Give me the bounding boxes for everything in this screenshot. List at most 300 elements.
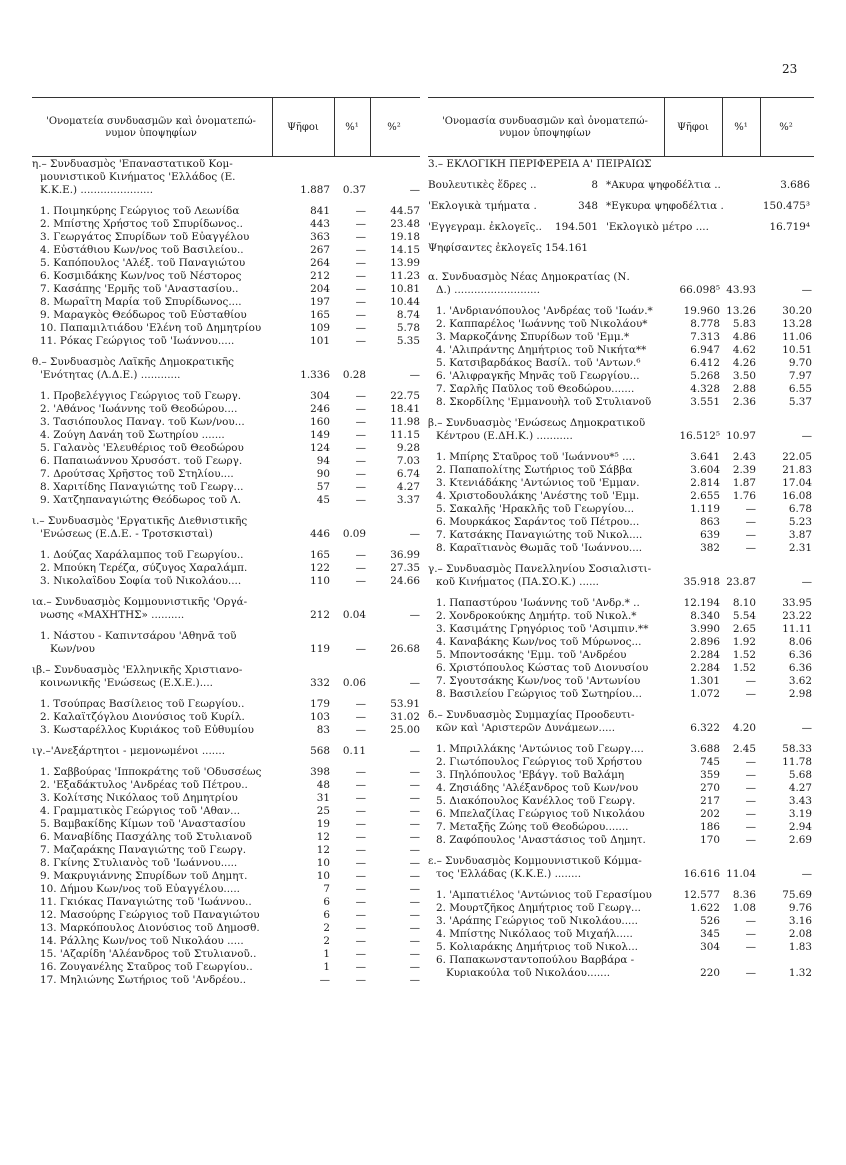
party-heading-row xyxy=(32,528,422,541)
candidate-percent-total: — xyxy=(745,675,756,687)
candidate-votes: 45 xyxy=(316,494,330,506)
candidate-percent-party: 75.69 xyxy=(782,889,812,901)
candidate-percent-party: 2.69 xyxy=(788,834,812,846)
row-spacer xyxy=(428,263,816,271)
candidate-votes: 345 xyxy=(700,928,720,940)
candidate-percent-total: 3.50 xyxy=(732,370,756,382)
row-spacer xyxy=(32,507,422,515)
candidate-votes: 2.284 xyxy=(690,649,720,661)
candidate-votes: 19.960 xyxy=(683,305,720,317)
candidate-name: 1. 'Ανδριανόπουλος 'Ανδρέας τοῦ 'Ιωάν.* xyxy=(436,305,653,317)
stat-line: Ψηφίσαντες ἐκλογεῖς 154.161 xyxy=(428,242,589,254)
candidate-percent-party: 7.97 xyxy=(788,370,812,382)
candidate-name: 10. Δήμου Κων/νος τοῦ Εὐαγγέλου..... xyxy=(40,883,240,895)
candidate-percent-total: — xyxy=(355,857,366,869)
party-name: τος 'Ελλάδας (Κ.Κ.Ε.) ........ xyxy=(436,868,582,880)
party-votes: 16.512⁵ xyxy=(679,430,720,442)
candidate-votes: 94 xyxy=(316,455,330,467)
candidate-percent-party: 8.06 xyxy=(788,636,812,648)
party-name: β.– Συνδυασμὸς 'Ενώσεως Δημοκρατικοῦ xyxy=(428,417,646,429)
candidate-percent-party: 1.32 xyxy=(788,967,812,979)
candidate-percent-total: — xyxy=(355,896,366,908)
candidate-percent-total: — xyxy=(745,928,756,940)
candidate-row xyxy=(428,464,816,477)
candidate-votes: 246 xyxy=(310,403,330,415)
candidate-percent-party: 44.57 xyxy=(390,205,420,217)
party-seat-percent: — xyxy=(409,677,420,689)
candidate-votes: 212 xyxy=(310,270,330,282)
party-votes: 6.322 xyxy=(690,722,720,734)
candidate-row xyxy=(32,231,422,244)
party-percent: 23.87 xyxy=(726,576,756,588)
candidate-percent-total: — xyxy=(355,549,366,561)
stat-value: 3.686 xyxy=(780,179,810,191)
row-spacer xyxy=(32,622,422,630)
candidate-name: 3. Κολίτσης Νικόλαος τοῦ Δημητρίου xyxy=(40,792,238,804)
row-spacer xyxy=(32,197,422,205)
candidate-percent-total: — xyxy=(745,688,756,700)
stat-label: *Ακυρα ψηφοδέλτια .. xyxy=(606,179,721,191)
candidate-votes: 48 xyxy=(316,779,330,791)
candidate-row xyxy=(428,477,816,490)
candidate-percent-party: 3.19 xyxy=(788,808,812,820)
candidate-row xyxy=(428,370,816,383)
candidate-percent-total: — xyxy=(355,562,366,574)
candidate-votes: 6 xyxy=(323,909,330,921)
candidate-percent-party: — xyxy=(409,805,420,817)
candidate-name: 6. Παπαιωάννου Χρυσόστ. τοῦ Γεωργ. xyxy=(40,455,243,467)
party-heading-row xyxy=(428,722,816,735)
candidate-percent-total: — xyxy=(745,915,756,927)
party-heading-row xyxy=(428,417,816,430)
district-stat-row xyxy=(428,242,816,255)
candidate-votes: 160 xyxy=(310,416,330,428)
candidate-name: 4. Γραμματικὸς Γεώργιος τοῦ 'Αθαν... xyxy=(40,805,241,817)
party-heading-row xyxy=(428,430,816,443)
candidate-percent-total: — xyxy=(355,935,366,947)
candidate-percent-party: 31.02 xyxy=(390,711,420,723)
candidate-percent-total: — xyxy=(355,442,366,454)
candidate-percent-party: 21.83 xyxy=(782,464,812,476)
candidate-row xyxy=(428,889,816,902)
candidate-row xyxy=(32,766,422,779)
candidate-percent-party: 10.51 xyxy=(782,344,812,356)
candidate-votes: 270 xyxy=(700,782,720,794)
candidate-name: 4. Μπίστης Νικόλαος τοῦ Μιχαήλ..... xyxy=(436,928,633,940)
candidate-votes: 12 xyxy=(316,844,330,856)
candidate-votes: 443 xyxy=(310,218,330,230)
party-name: α. Συνδυασμὸς Νέας Δημοκρατίας (Ν. xyxy=(428,271,630,283)
candidate-percent-total: 1.76 xyxy=(732,490,756,502)
party-votes: 568 xyxy=(310,745,330,757)
candidate-percent-party: — xyxy=(409,922,420,934)
candidate-percent-total: — xyxy=(355,455,366,467)
candidate-votes: 186 xyxy=(700,821,720,833)
candidate-name: 4. Εὐστάθιου Κων/νος τοῦ Βασιλείου.. xyxy=(40,244,244,256)
row-spacer xyxy=(428,192,816,200)
candidate-percent-party: 3.62 xyxy=(788,675,812,687)
candidate-name: 6. Κοσμιδάκης Κων/νος τοῦ Νέστορος xyxy=(40,270,242,282)
candidate-percent-party: 9.28 xyxy=(396,442,420,454)
party-name: κοῦ Κινήματος (ΠΑ.ΣΟ.Κ.) ...... xyxy=(436,576,599,588)
candidate-percent-total: — xyxy=(355,231,366,243)
candidate-row xyxy=(32,455,422,468)
party-heading-row xyxy=(32,158,422,171)
candidate-row xyxy=(32,416,422,429)
candidate-votes: 6.412 xyxy=(690,357,720,369)
candidate-percent-party: — xyxy=(409,870,420,882)
stat-value: 16.719⁴ xyxy=(769,221,810,233)
candidate-percent-total: — xyxy=(355,244,366,256)
party-votes: 66.098⁵ xyxy=(679,284,720,296)
stat-value: 348 xyxy=(578,200,598,212)
right-results-column xyxy=(428,158,816,980)
candidate-row xyxy=(428,490,816,503)
right-header-pct1: %¹ xyxy=(734,122,748,133)
candidate-percent-total: — xyxy=(355,270,366,282)
candidate-percent-party: 30.20 xyxy=(782,305,812,317)
candidate-name: 8. Ζαφόπουλος 'Αναστάσιος τοῦ Δημητ. xyxy=(436,834,646,846)
candidate-percent-total: — xyxy=(355,416,366,428)
candidate-percent-party: 27.35 xyxy=(390,562,420,574)
candidate-votes: 103 xyxy=(310,711,330,723)
candidate-row xyxy=(428,649,816,662)
candidate-name: 2. Χονδροκούκης Δημήτρ. τοῦ Νικολ.* xyxy=(436,610,637,622)
party-percent: 0.04 xyxy=(342,609,366,621)
candidate-name: 4. Ζησιάδης 'Αλέξανδρος τοῦ Κων/νου xyxy=(436,782,639,794)
party-heading-row xyxy=(428,709,816,722)
candidate-row xyxy=(32,481,422,494)
candidate-name: 15. 'Αζαρίδη 'Αλέανδρος τοῦ Στυλιανοῦ.. xyxy=(40,948,257,960)
candidate-votes: 119 xyxy=(310,643,330,655)
party-percent: 0.09 xyxy=(342,528,366,540)
district-stat-row xyxy=(428,221,816,234)
candidate-row xyxy=(32,283,422,296)
candidate-name: 7. Σγουτσάκης Κων/νος τοῦ 'Αντωνίου xyxy=(436,675,641,687)
candidate-row xyxy=(32,724,422,737)
candidate-name: 4. Ζούγη Δανάη τοῦ Σωτηρίου ....... xyxy=(40,429,225,441)
candidate-votes: 304 xyxy=(310,390,330,402)
candidate-row xyxy=(428,305,816,318)
candidate-name: 3. 'Αράπης Γεώργιος τοῦ Νικολάου..... xyxy=(436,915,638,927)
party-heading-row xyxy=(32,515,422,528)
candidate-percent-party: 6.36 xyxy=(788,662,812,674)
candidate-row xyxy=(428,954,816,967)
candidate-row xyxy=(32,218,422,231)
candidate-votes: 202 xyxy=(700,808,720,820)
candidate-votes: 10 xyxy=(316,857,330,869)
candidate-row xyxy=(32,335,422,348)
candidate-row xyxy=(32,896,422,909)
candidate-percent-party: 24.66 xyxy=(390,575,420,587)
party-heading-row xyxy=(32,745,422,758)
candidate-name: 6. Παπακωνσταντοπούλου Βαρβάρα - xyxy=(436,954,635,966)
row-spacer xyxy=(428,297,816,305)
row-spacer xyxy=(32,737,422,745)
party-seat-percent: — xyxy=(409,528,420,540)
candidate-percent-total: — xyxy=(745,756,756,768)
row-spacer xyxy=(428,443,816,451)
candidate-percent-total: — xyxy=(355,805,366,817)
candidate-name: 3. Κτενιάδάκης 'Αντώνιος τοῦ 'Εμμαν. xyxy=(436,477,640,489)
candidate-percent-party: 5.37 xyxy=(788,396,812,408)
party-votes: 35.918 xyxy=(683,576,720,588)
candidate-percent-total: — xyxy=(745,808,756,820)
candidate-percent-party: 13.28 xyxy=(782,318,812,330)
party-seat-percent: — xyxy=(801,868,812,880)
candidate-row xyxy=(428,902,816,915)
candidate-name: 9. Χατζηπαναγιώτης Θεόδωρος τοῦ Λ. xyxy=(40,494,242,506)
candidate-percent-total: — xyxy=(745,782,756,794)
stat-label: Βουλευτικὲς ἕδρες .. xyxy=(428,179,537,191)
row-spacer xyxy=(32,690,422,698)
candidate-name: 11. Ρόκας Γεώργιος τοῦ 'Ιωάννου..... xyxy=(40,335,235,347)
party-heading-row xyxy=(428,271,816,284)
candidate-percent-party: 8.74 xyxy=(396,309,420,321)
candidate-percent-party: 6.78 xyxy=(788,503,812,515)
candidate-percent-total: — xyxy=(745,769,756,781)
candidate-percent-party: 2.31 xyxy=(788,542,812,554)
candidate-percent-total: — xyxy=(355,643,366,655)
candidate-row xyxy=(428,623,816,636)
header-bottom-rule-left xyxy=(32,156,420,157)
candidate-votes: 197 xyxy=(310,296,330,308)
candidate-votes: 12 xyxy=(316,831,330,843)
candidate-row xyxy=(428,636,816,649)
candidate-percent-total: 4.26 xyxy=(732,357,756,369)
right-header-votes: Ψῆφοι xyxy=(677,122,709,133)
candidate-percent-total: — xyxy=(355,335,366,347)
candidate-name: 14. Ράλλης Κων/νος τοῦ Νικολάου ..... xyxy=(40,935,244,947)
candidate-name: 1. Μπίρης Σταῦρος τοῦ 'Ιωάννου*⁵ .... xyxy=(436,451,636,463)
party-heading-row xyxy=(32,171,422,184)
candidate-votes: 217 xyxy=(700,795,720,807)
candidate-percent-total: — xyxy=(355,481,366,493)
party-name: 'Ενώσεως (Ε.Δ.Ε. - Τροτσκισταὶ) xyxy=(40,528,213,540)
candidate-votes: 57 xyxy=(316,481,330,493)
candidate-row xyxy=(32,390,422,403)
candidate-percent-party: — xyxy=(409,844,420,856)
candidate-percent-party: 6.36 xyxy=(788,649,812,661)
candidate-votes: 179 xyxy=(310,698,330,710)
candidate-percent-party: 11.98 xyxy=(390,416,420,428)
candidate-votes: 83 xyxy=(316,724,330,736)
candidate-name: 2. Μπίστης Χρήστος τοῦ Σπυρίδωνος.. xyxy=(40,218,243,230)
candidate-votes: 745 xyxy=(700,756,720,768)
header-bottom-rule-right xyxy=(428,156,814,157)
header-top-rule-right xyxy=(428,97,814,98)
candidate-votes: 1.622 xyxy=(690,902,720,914)
candidate-percent-party: 2.08 xyxy=(788,928,812,940)
party-heading-row xyxy=(428,868,816,881)
candidate-percent-party: 23.48 xyxy=(390,218,420,230)
candidate-name: 1. Τσούπρας Βασίλειος τοῦ Γεωργίου.. xyxy=(40,698,245,710)
candidate-votes: 3.688 xyxy=(690,743,720,755)
candidate-percent-total: — xyxy=(355,283,366,295)
district-title: 3.– ΕΚΛΟΓΙΚΗ ΠΕΡΙΦΕΡΕΙΑ Α' ΠΕΙΡΑΙΩΣ xyxy=(428,158,652,170)
candidate-row xyxy=(32,575,422,588)
candidate-votes: 149 xyxy=(310,429,330,441)
candidate-percent-party: 22.05 xyxy=(782,451,812,463)
candidate-percent-total: 13.26 xyxy=(726,305,756,317)
candidate-percent-total: 4.62 xyxy=(732,344,756,356)
candidate-votes: 6 xyxy=(323,896,330,908)
left-header-pct1: %¹ xyxy=(345,122,359,133)
candidate-row xyxy=(428,344,816,357)
candidate-row xyxy=(32,244,422,257)
candidate-votes: 264 xyxy=(310,257,330,269)
candidate-name: 8. Σκορδίλης 'Εμμανουὴλ τοῦ Στυλιανοῦ xyxy=(436,396,652,408)
party-percent: 0.37 xyxy=(342,184,366,196)
candidate-percent-party: — xyxy=(409,818,420,830)
candidate-votes: 19 xyxy=(316,818,330,830)
candidate-percent-total: — xyxy=(355,698,366,710)
row-spacer xyxy=(428,701,816,709)
candidate-percent-party: 5.23 xyxy=(788,516,812,528)
candidate-percent-party: — xyxy=(409,831,420,843)
party-percent: 10.97 xyxy=(726,430,756,442)
candidate-votes: — xyxy=(319,974,330,986)
party-name: 'Ενότητας (Λ.Δ.Ε.) ............ xyxy=(40,369,181,381)
party-heading-row xyxy=(428,284,816,297)
candidate-name: 1. 'Αμπατιέλος 'Αντώνιος τοῦ Γερασίμου xyxy=(436,889,652,901)
candidate-percent-total: — xyxy=(355,711,366,723)
party-name: ε.– Συνδυασμὸς Κομμουνιστικοῦ Κόμμα- xyxy=(428,855,642,867)
page-number: 23 xyxy=(782,62,798,76)
candidate-percent-total: 4.86 xyxy=(732,331,756,343)
candidate-percent-party: 6.55 xyxy=(788,383,812,395)
candidate-percent-party: — xyxy=(409,909,420,921)
party-heading-row xyxy=(32,664,422,677)
candidate-percent-total: — xyxy=(745,941,756,953)
row-spacer xyxy=(428,881,816,889)
party-percent: 11.04 xyxy=(726,868,756,880)
candidate-row xyxy=(32,698,422,711)
candidate-name: 13. Μαρκόπουλος Διονύσιος τοῦ Δημοσθ. xyxy=(40,922,260,934)
candidate-votes: 2 xyxy=(323,935,330,947)
party-heading-row xyxy=(32,184,422,197)
stat-label: 'Εγγεγραμ. ἐκλογεῖς.. xyxy=(428,221,542,233)
left-header-name xyxy=(32,116,270,140)
candidate-name: 8. Βασιλείου Γεώργιος τοῦ Σωτηρίου... xyxy=(436,688,642,700)
candidate-row xyxy=(428,451,816,464)
candidate-percent-total: — xyxy=(355,494,366,506)
party-votes: 212 xyxy=(310,609,330,621)
row-spacer xyxy=(32,348,422,356)
candidate-row xyxy=(32,818,422,831)
candidate-votes: 109 xyxy=(310,322,330,334)
candidate-row xyxy=(428,967,816,980)
candidate-name: 5. Γαλανὸς 'Ελευθέριος τοῦ Θεοδώρου xyxy=(40,442,244,454)
candidate-name: 9. Μαραγκὸς Θεόδωρος τοῦ Εὐσταθίου xyxy=(40,309,247,321)
candidate-percent-party: 7.03 xyxy=(396,455,420,467)
stat-label: 'Εκλογικὸ μέτρο .... xyxy=(606,221,709,233)
candidate-votes: 90 xyxy=(316,468,330,480)
candidate-votes: 25 xyxy=(316,805,330,817)
candidate-row xyxy=(32,322,422,335)
candidate-votes: 31 xyxy=(316,792,330,804)
candidate-percent-total: 1.08 xyxy=(732,902,756,914)
party-heading-row xyxy=(32,677,422,690)
party-seat-percent: — xyxy=(801,722,812,734)
candidate-percent-party: 53.91 xyxy=(390,698,420,710)
candidate-percent-total: 2.43 xyxy=(732,451,756,463)
candidate-votes: 8.340 xyxy=(690,610,720,622)
candidate-percent-party: 2.94 xyxy=(788,821,812,833)
candidate-name: 11. Γκιόκας Παναγιώτης τοῦ 'Ιωάννου.. xyxy=(40,896,252,908)
party-name: ιγ.–'Ανεξάρτητοι - μεμονωμένοι ....... xyxy=(32,745,225,757)
left-header-name-line1: 'Ονοματεία συνδυασμῶν καὶ ὀνοματεπώ- xyxy=(46,116,256,127)
candidate-row xyxy=(428,318,816,331)
candidate-row xyxy=(428,688,816,701)
candidate-percent-total: — xyxy=(355,322,366,334)
candidate-name: 4. 'Αλιπράντης Δημήτριος τοῦ Νικήτα** xyxy=(436,344,647,356)
candidate-row xyxy=(32,403,422,416)
candidate-percent-total: — xyxy=(355,403,366,415)
candidate-name: 3. Πηλόπουλος 'Εβάγγ. τοῦ Βαλάμη xyxy=(436,769,625,781)
candidate-row xyxy=(32,831,422,844)
row-spacer xyxy=(32,541,422,549)
candidate-name: 5. Μποντοσάκης 'Εμμ. τοῦ 'Ανδρέου xyxy=(436,649,627,661)
party-seat-percent: — xyxy=(409,609,420,621)
candidate-percent-party: — xyxy=(409,857,420,869)
candidate-percent-party: 5.78 xyxy=(396,322,420,334)
party-percent: 43.93 xyxy=(726,284,756,296)
candidate-percent-party: 6.74 xyxy=(396,468,420,480)
candidate-percent-total: — xyxy=(355,792,366,804)
party-seat-percent: — xyxy=(409,369,420,381)
candidate-row xyxy=(32,442,422,455)
candidate-row xyxy=(32,296,422,309)
candidate-percent-total: — xyxy=(745,967,756,979)
candidate-row xyxy=(32,309,422,322)
candidate-row xyxy=(428,597,816,610)
candidate-percent-party: 3.37 xyxy=(396,494,420,506)
row-spacer xyxy=(428,213,816,221)
candidate-votes: 101 xyxy=(310,335,330,347)
candidate-percent-party: 19.18 xyxy=(390,231,420,243)
party-name: νωσης «ΜΑΧΗΤΗΣ» .......... xyxy=(40,609,185,621)
candidate-percent-party: 25.00 xyxy=(390,724,420,736)
candidate-row xyxy=(428,542,816,555)
candidate-percent-total: — xyxy=(355,831,366,843)
candidate-votes: 122 xyxy=(310,562,330,574)
candidate-name: 2. Καππαρέλος 'Ιωάννης τοῦ Νικολάου* xyxy=(436,318,648,330)
candidate-percent-total: 2.88 xyxy=(732,383,756,395)
row-spacer xyxy=(428,255,816,263)
candidate-votes: 363 xyxy=(310,231,330,243)
candidate-name: 9. Μακρυγιάννης Σπυρίδων τοῦ Δημητ. xyxy=(40,870,248,882)
candidate-votes: 267 xyxy=(310,244,330,256)
candidate-votes: 204 xyxy=(310,283,330,295)
candidate-row xyxy=(428,834,816,847)
candidate-percent-total: — xyxy=(355,844,366,856)
left-header-votes: Ψῆφοι xyxy=(287,122,319,133)
candidate-row xyxy=(428,915,816,928)
right-header-name-line2: νυμον ὑποψηφίων xyxy=(499,128,591,139)
candidate-row xyxy=(32,494,422,507)
candidate-percent-party: 5.68 xyxy=(788,769,812,781)
candidate-row xyxy=(32,948,422,961)
candidate-name: 7. Δρούτσας Χρῆστος τοῦ Στηλίου.... xyxy=(40,468,234,480)
candidate-percent-total: — xyxy=(355,870,366,882)
candidate-row xyxy=(32,935,422,948)
candidate-row xyxy=(428,357,816,370)
candidate-row xyxy=(428,756,816,769)
candidate-name: 2. Μουρτζῆκος Δημήτριος τοῦ Γεωργ... xyxy=(436,902,641,914)
candidate-votes: 359 xyxy=(700,769,720,781)
candidate-percent-total: — xyxy=(745,529,756,541)
